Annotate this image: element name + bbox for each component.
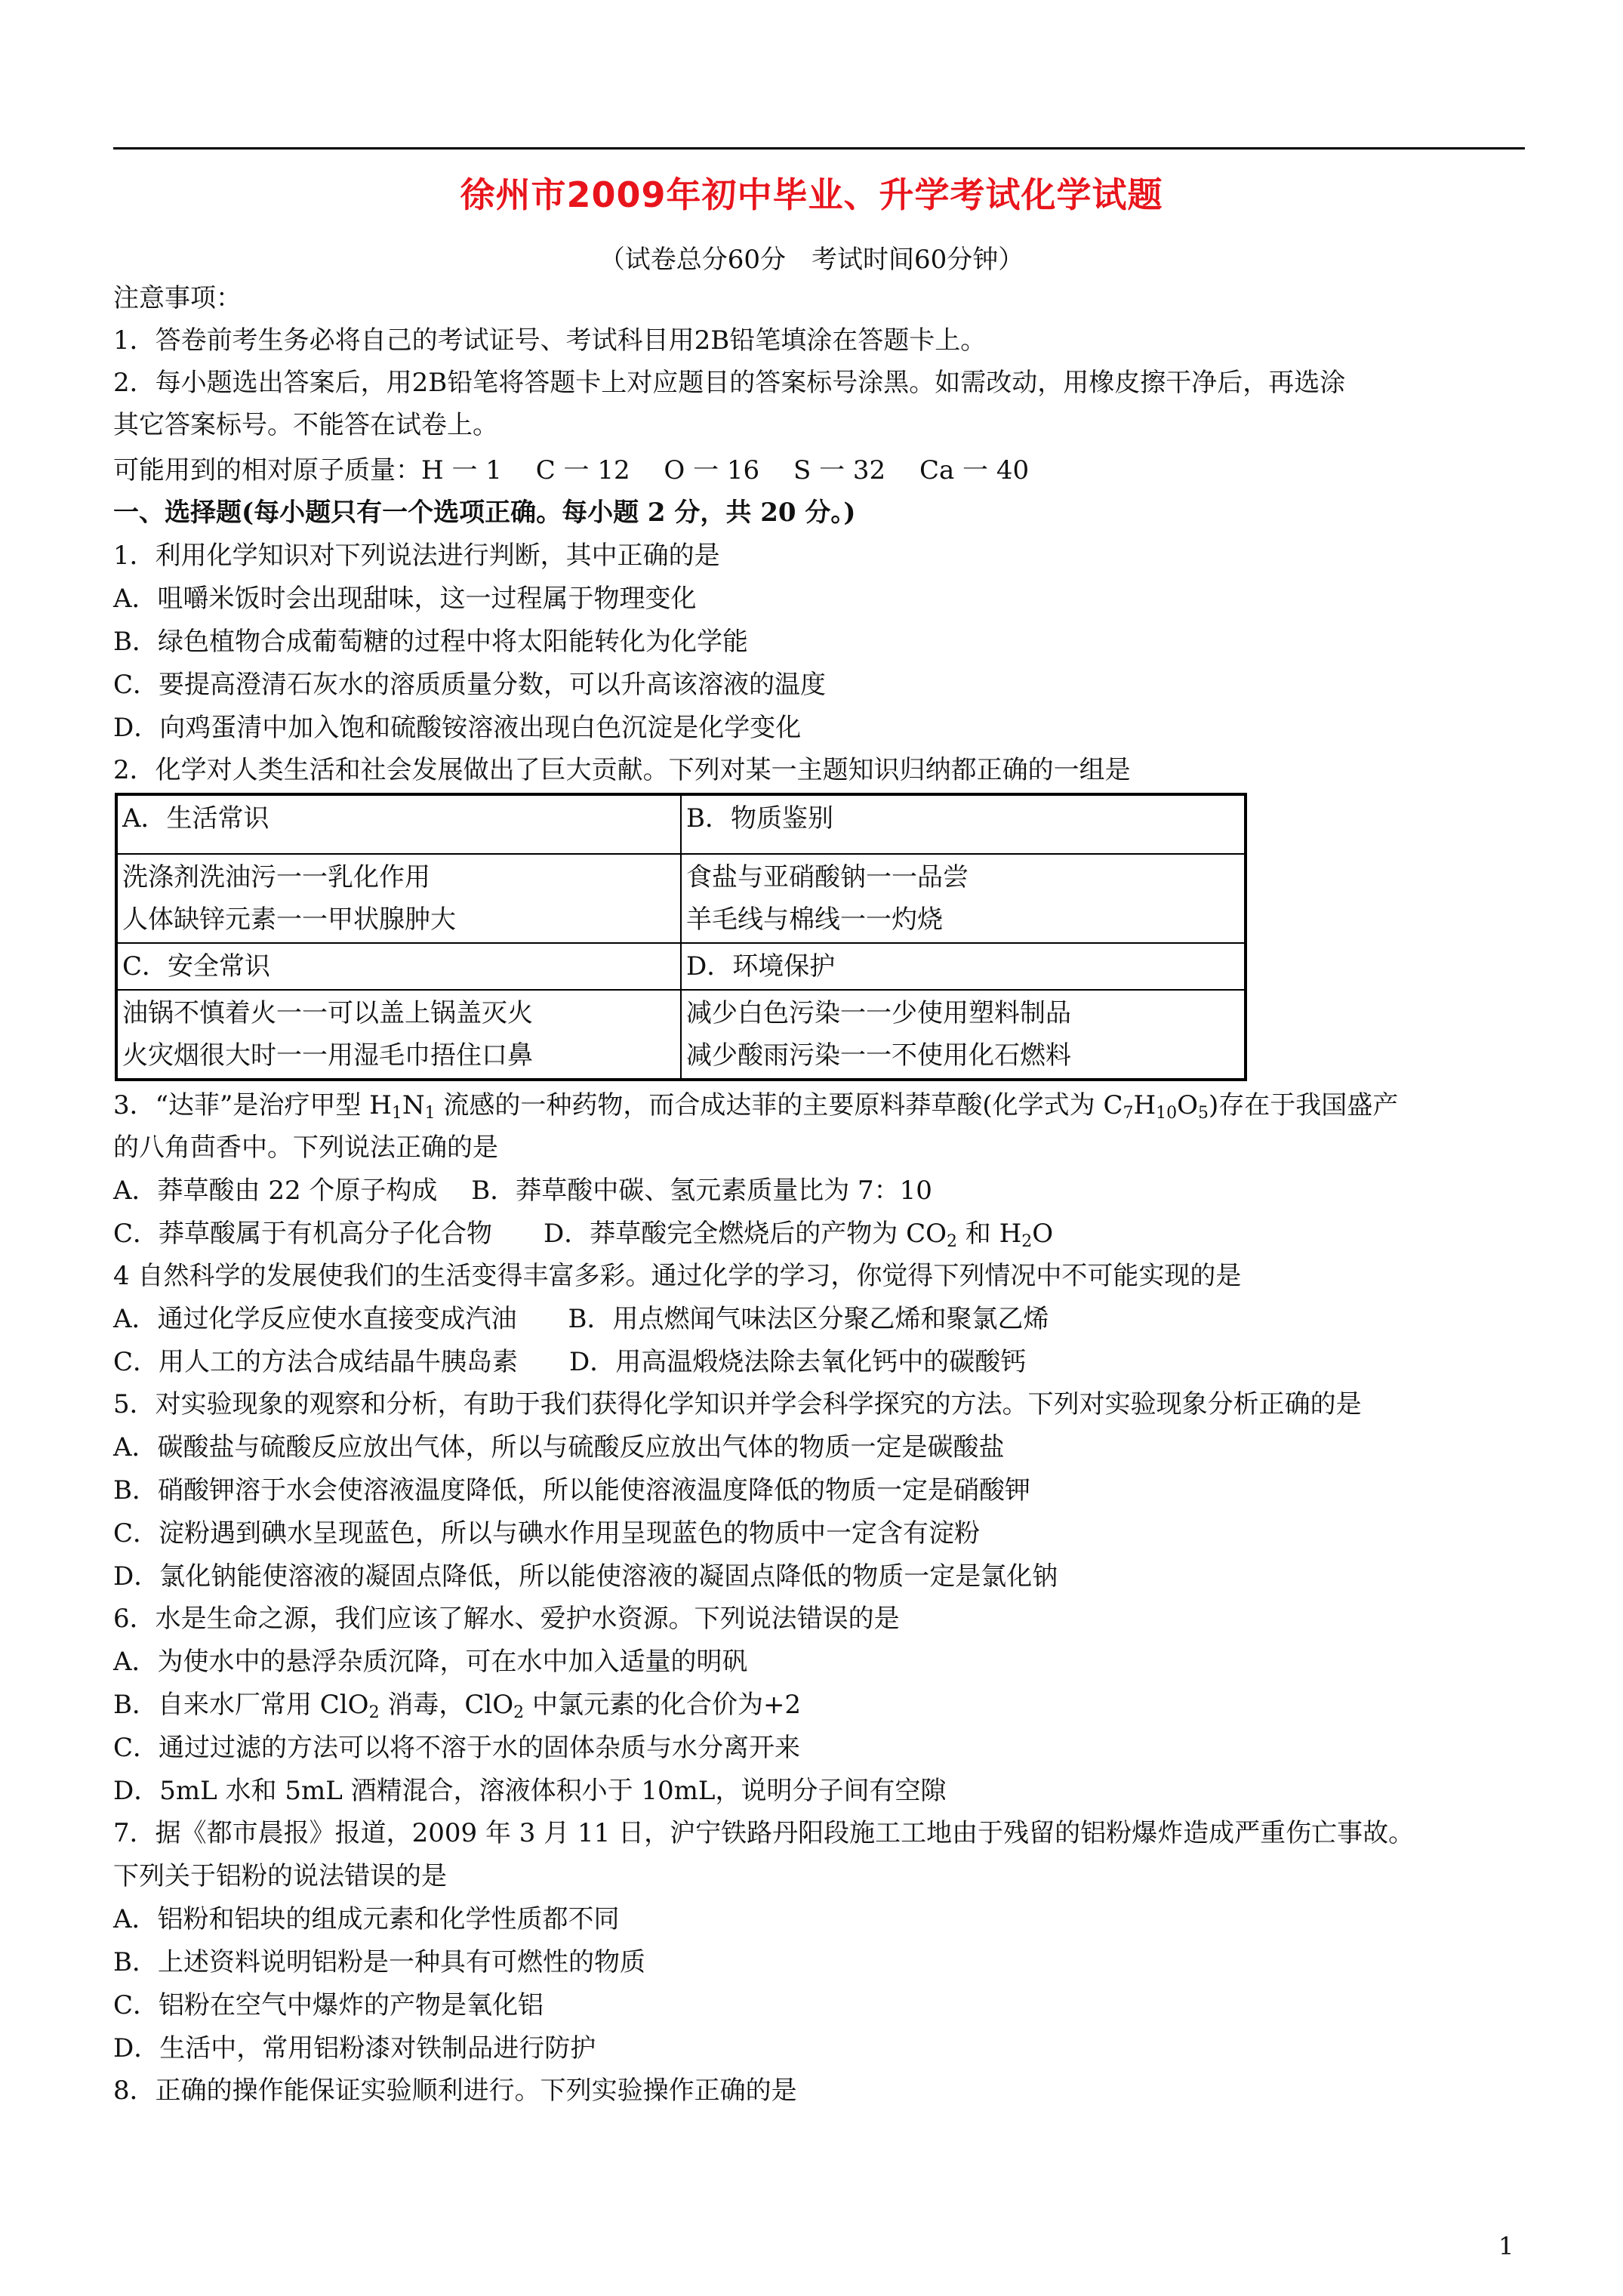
q3-options-ab: A．莽草酸由 22 个原子构成 B．莽草酸中碳、氢元素质量比为 7：10 <box>113 1176 932 1206</box>
table-cell-c-head: C．安全常识 <box>116 943 681 990</box>
q1-stem: 1．利用化学知识对下列说法进行判断，其中正确的是 <box>113 541 720 571</box>
atomic-masses: 可能用到的相对原子质量：H 一 1 C 一 12 O 一 16 S 一 32 Ca 一 40 <box>113 455 1030 485</box>
q6-option-c: C．通过过滤的方法可以将不溶于水的固体杂质与水分离开来 <box>113 1733 801 1763</box>
q1-option-a: A．咀嚼米饭时会出现甜味，这一过程属于物理变化 <box>113 584 697 614</box>
table-text: 减少白色污染一一少使用塑料制品 <box>686 998 1071 1028</box>
table-text: 羊毛线与棉线一一灼烧 <box>686 905 943 935</box>
q4-options-cd: C．用人工的方法合成结晶牛胰岛素 D．用高温煅烧法除去氧化钙中的碳酸钙 <box>113 1347 1027 1377</box>
note-item-2-cont: 其它答案标号。不能答在试卷上。 <box>113 410 498 440</box>
q2-options-table <box>115 793 1247 1081</box>
table-text: 人体缺锌元素一一甲状腺肿大 <box>122 905 456 935</box>
table-text: 减少酸雨污染一一不使用化石燃料 <box>686 1040 1071 1071</box>
page-number: 1 <box>1498 2232 1514 2261</box>
q5-option-c: C．淀粉遇到碘水呈现蓝色，所以与碘水作用呈现蓝色的物质中一定含有淀粉 <box>113 1518 981 1549</box>
q2-stem: 2．化学对人类生活和社会发展做出了巨大贡献。下列对某一主题知识归纳都正确的一组是 <box>113 755 1131 785</box>
q6-stem: 6．水是生命之源，我们应该了解水、爱护水资源。下列说法错误的是 <box>113 1604 900 1634</box>
table-cell-c-content <box>116 990 681 1080</box>
table-text: 火灾烟很大时一一用湿毛巾捂住口鼻 <box>122 1040 533 1071</box>
table-text: 洗涤剂洗油污一一乳化作用 <box>122 862 430 892</box>
note-item-2: 2．每小题选出答案后，用2B铅笔将答题卡上对应题目的答案标号涂黑。如需改动，用橡皮擦干净后，再选涂 <box>113 368 1346 398</box>
table-cell-b-head: B．物质鉴别 <box>681 794 1246 854</box>
top-rule <box>113 147 1525 149</box>
q7-stem: 7．据《都市晨报》报道，2009 年 3 月 11 日，沪宁铁路丹阳段施工工地由于残留的铝粉爆炸造成严重伤亡事故。 <box>113 1818 1415 1848</box>
q5-option-a: A．碳酸盐与硫酸反应放出气体，所以与硫酸反应放出气体的物质一定是碳酸盐 <box>113 1432 1005 1462</box>
q4-options-ab: A．通过化学反应使水直接变成汽油 B．用点燃闻气味法区分聚乙烯和聚氯乙烯 <box>113 1304 1049 1334</box>
q7-option-d: D．生活中，常用铝粉漆对铁制品进行防护 <box>113 2033 596 2063</box>
section-heading: 一、选择题(每小题只有一个选项正确。每小题 2 分，共 20 分。) <box>113 498 856 528</box>
q5-option-b: B．硝酸钾溶于水会使溶液温度降低，所以能使溶液温度降低的物质一定是硝酸钾 <box>113 1475 1030 1505</box>
table-cell-a-head: A．生活常识 <box>116 794 681 854</box>
q7-option-c: C．铝粉在空气中爆炸的产物是氧化铝 <box>113 1990 544 2020</box>
q8-stem: 8．正确的操作能保证实验顺利进行。下列实验操作正确的是 <box>113 2076 797 2106</box>
q4-stem: 4 自然科学的发展使我们的生活变得丰富多彩。通过化学的学习，你觉得下列情况中不可能实现的是 <box>113 1261 1242 1291</box>
q7-stem-cont: 下列关于铝粉的说法错误的是 <box>113 1861 447 1891</box>
q3-stem-cont: 的八角茴香中。下列说法正确的是 <box>113 1133 498 1163</box>
note-item-1: 1．答卷前考生务必将自己的考试证号、考试科目用2B铅笔填涂在答题卡上。 <box>113 325 987 356</box>
q3-options-cd: C．莽草酸属于有机高分子化合物 D．莽草酸完全燃烧后的产物为 $CO_2$ 和 $H_2O$ <box>113 1219 1054 1251</box>
table-cell-d-content <box>681 990 1246 1080</box>
q1-option-b: B．绿色植物合成葡萄糖的过程中将太阳能转化为化学能 <box>113 627 748 657</box>
table-cell-a-content <box>116 854 681 943</box>
q6-option-a: A．为使水中的悬浮杂质沉降，可在水中加入适量的明矾 <box>113 1647 748 1677</box>
q3-stem: 3．“达菲”是治疗甲型 $H_1N_1$ 流感的一种药物，而合成达菲的主要原料莽草酸(化学式为 $C_7H_{10}O_5$)存在于我国盛产 <box>113 1090 1399 1123</box>
page-title: 徐州市2009年初中毕业、升学考试化学试题 <box>460 174 1163 215</box>
q1-option-c: C．要提高澄清石灰水的溶质质量分数，可以升高该溶液的温度 <box>113 670 827 700</box>
notes-heading: 注意事项： <box>113 283 242 313</box>
q5-stem: 5．对实验现象的观察和分析，有助于我们获得化学知识并学会科学探究的方法。下列对实验现象分析正确的是 <box>113 1389 1362 1419</box>
q5-option-d: D．氯化钠能使溶液的凝固点降低，所以能使溶液的凝固点降低的物质一定是氯化钠 <box>113 1561 1058 1592</box>
table-cell-d-head: D．环境保护 <box>681 943 1246 990</box>
table-text: 油锅不慎着火一一可以盖上锅盖灭火 <box>122 998 533 1028</box>
table-cell-b-content <box>681 854 1246 943</box>
q1-option-d: D．向鸡蛋清中加入饱和硫酸铵溶液出现白色沉淀是化学变化 <box>113 713 802 743</box>
exam-info: （试卷总分60分 考试时间60分钟） <box>599 245 1024 275</box>
q7-option-a: A．铝粉和铝块的组成元素和化学性质都不同 <box>113 1904 620 1934</box>
q6-option-d: D．5mL 水和 5mL 酒精混合，溶液体积小于 10mL，说明分子间有空隙 <box>113 1776 947 1806</box>
q7-option-b: B．上述资料说明铝粉是一种具有可燃性的物质 <box>113 1947 645 1977</box>
table-text: 食盐与亚硝酸钠一一品尝 <box>686 862 969 892</box>
q6-option-b: B．自来水厂常用 ClO$_2$ 消毒，ClO$_2$ 中氯元素的化合价为+2 <box>113 1690 802 1722</box>
